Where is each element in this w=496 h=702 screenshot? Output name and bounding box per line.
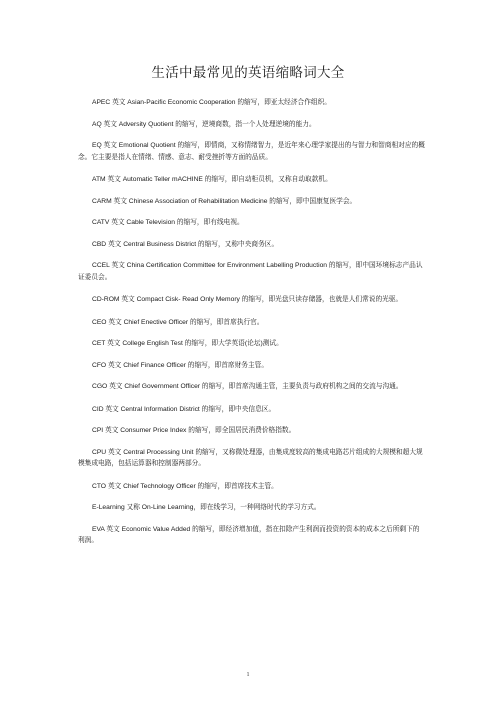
entry-cd-rom: CD-ROM 英文 Compact Cisk- Read Only Memory 的缩写，即光盘只读存储器，也就是人们常说的光驱。 (92, 296, 403, 303)
entry-cgo: CGO 英文 Chief Government Officer 的缩写，即首席沟通主管，主要负责与政府机构之间的交流与沟通。 (92, 383, 403, 390)
entry-e-learning: E-Learning 又称 On-Line Learning，即在线学习，一种网络时代的学习方式。 (92, 504, 321, 511)
entry-cet: CET 英文 College English Test 的缩写，即大学英语(论坛)测试。 (92, 340, 283, 347)
document-title: 生活中最常见的英语缩略词大全 (151, 65, 345, 81)
entry-cto: CTO 英文 Chief Technology Officer 的缩写，即首席技术主管。 (92, 482, 278, 490)
entry-ccel: CCEL 英文 China Certification Committee for Environment Labelling Production 的缩写，即中国环境标志产品认证委员会。 (78, 262, 423, 281)
entry-cbd: CBD 英文 Central Business District 的缩写，又称中央商务区。 (92, 240, 279, 248)
entry-cid: CID 英文 Central Information District 的缩写，即中央信息区。 (92, 405, 276, 413)
entry-aq: AQ 英文 Adversity Quotient 的缩写，逆境商数，指一个人处理逆境的能力。 (92, 120, 316, 128)
entry-eq: EQ 英文 Emotional Quotient 的缩写，即情商，又称情绪智力，是近年来心理学家提出的与智力和智商相对应的概念。它主要是指人在情绪、情感、意志、耐受挫折等方面的品质。 (78, 142, 425, 161)
entry-apec: APEC 英文 Asian-Pacific Economic Cooperation 的缩写，即亚太经济合作组织。 (92, 99, 331, 106)
abbreviation-list (78, 97, 426, 558)
entry-carm: CARM 英文 Chinese Association of Rehabilitation Medicine 的缩写，即中国康复医学会。 (92, 197, 357, 205)
entry-eva: EVA 英文 Economic Value Added 的缩写，即经济增加值，指在扣除产生利润而投资的资本的成本之后所剩下的利润。 (78, 525, 420, 544)
page-number: 1 (246, 672, 250, 678)
entry-atm: ATM 英文 Automatic Teller mACHINE 的缩写，即自动柜员机，又称自动取款机。 (92, 176, 332, 183)
entry-cpi: CPI 英文 Consumer Price Index 的缩写，即全国居民消费价格指数。 (92, 427, 296, 434)
entry-cpu: CPU 英文 Central Processing Unit 的缩写，又称微处理器，由集成度较高的集成电路芯片组成的大规模和超大规模集成电路，包括运算器和控制器两部分。 (78, 448, 423, 467)
entry-cfo: CFO 英文 Chief Finance Officer 的缩写，即首席财务主管。 (92, 361, 269, 369)
entry-catv: CATV 英文 Cable Television 的缩写，即有线电视。 (92, 219, 244, 226)
entry-ceo: CEO 英文 Chief Enective Officer 的缩写，即首席执行官。 (92, 318, 264, 326)
